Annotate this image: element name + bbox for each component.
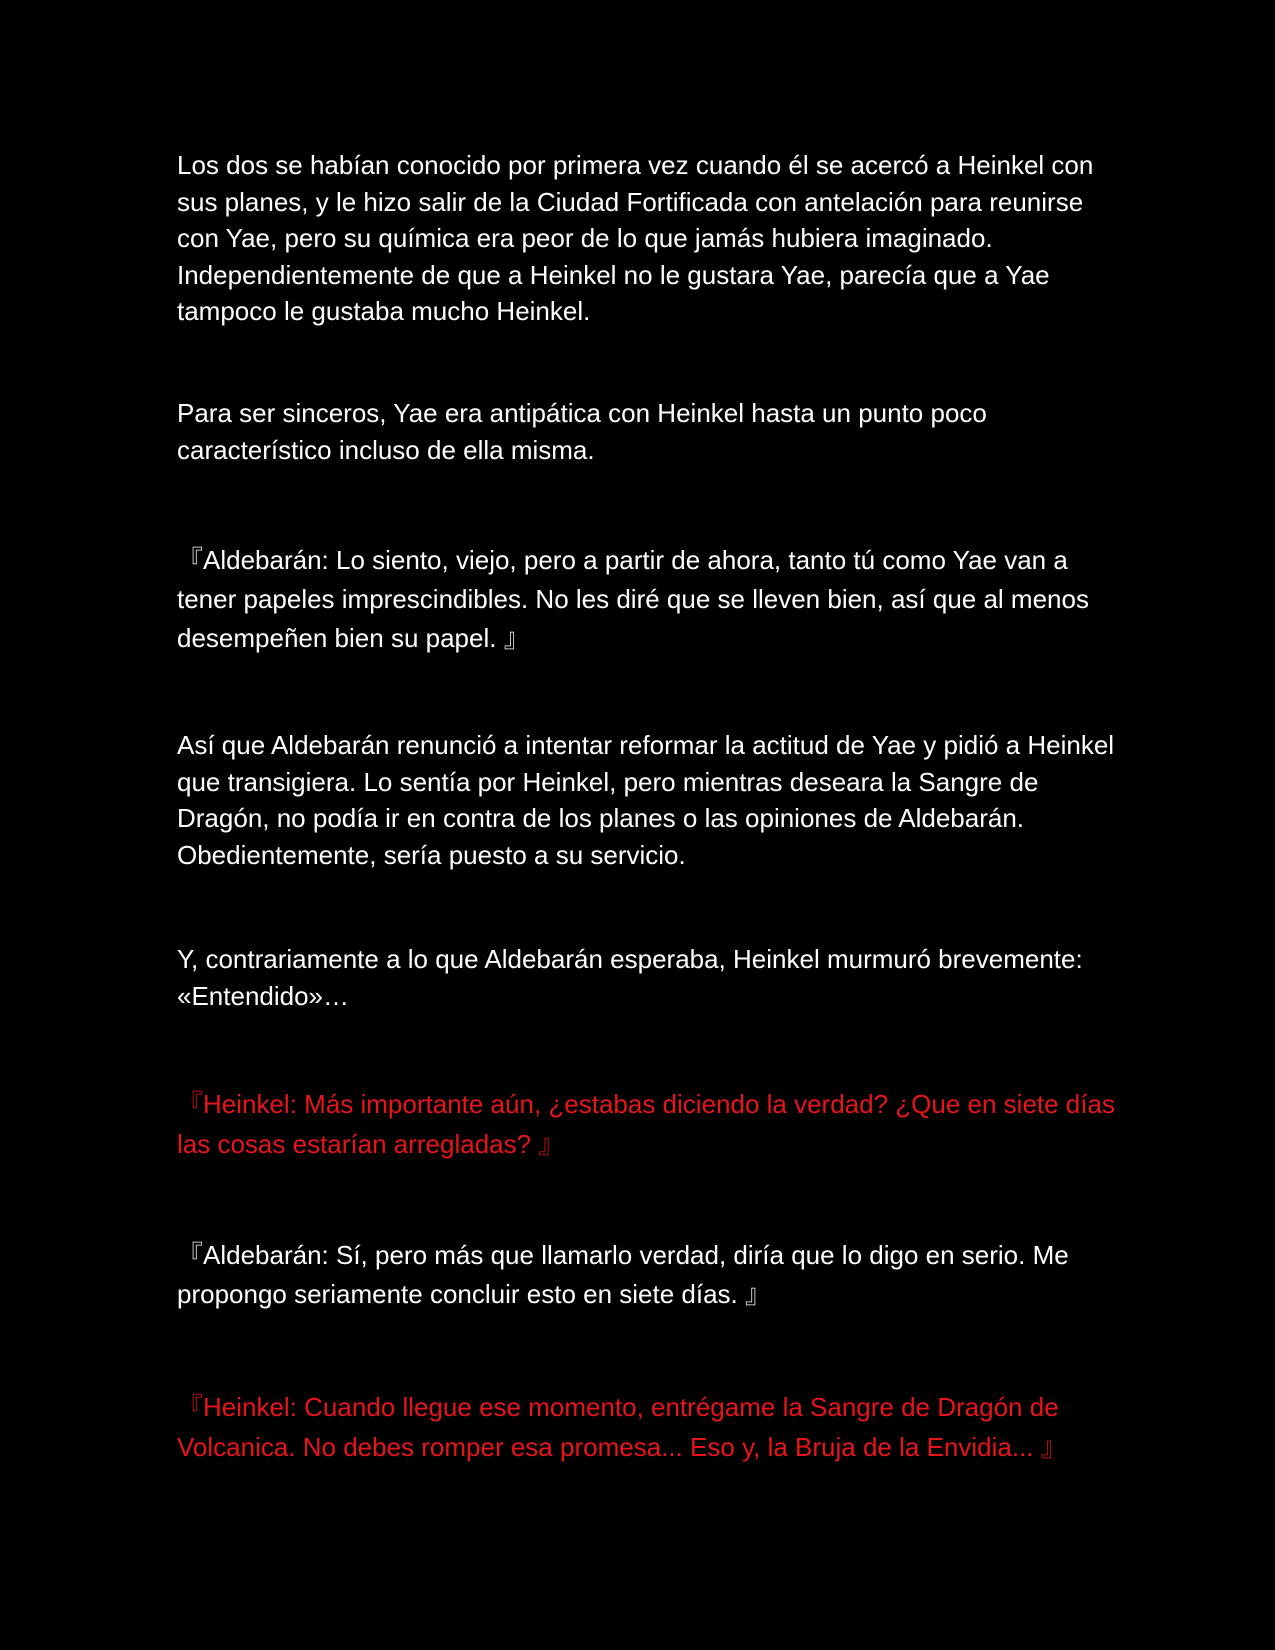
narration-paragraph-4: Y, contrariamente a lo que Aldebarán esperaba, Heinkel murmuró brevemente: «Entendido»… (177, 944, 1083, 1011)
narration-paragraph-1: Los dos se habían conocido por primera vez cuando él se acercó a Heinkel con sus planes, y le hizo salir de la Ciudad Fortificada con antelación para reunirse con Yae, pero su química era peor de lo que jamás hubiera imaginado. Independientemente de que a Heinkel no le gustara Yae, parecía que a Yae tampoco le gustaba mucho Heinkel. (177, 150, 1094, 326)
narration-paragraph-3: Así que Aldebarán renunció a intentar reformar la actitud de Yae y pidió a Heinkel que transigiera. Lo sentía por Heinkel, pero mientras deseara la Sangre de Dragón, no podía ir en contra de los planes o las opiniones de Aldebarán. Obedientemente, sería puesto a su servicio. (177, 730, 1115, 870)
dialogue-heinkel-2: 『Heinkel: Cuando llegue ese momento, entrégame la Sangre de Dragón de Volcanica. No debes romper esa promesa... Eso y, la Bruja de la Envidia... 』 (177, 1392, 1067, 1462)
dialogue-aldebaran-1: 『Aldebarán: Lo siento, viejo, pero a partir de ahora, tanto tú como Yae van a tener papeles imprescindibles. No les diré que se lleven bien, así que al menos desempeñen bien su papel. 』 (177, 545, 1089, 653)
dialogue-aldebaran-2: 『Aldebarán: Sí, pero más que llamarlo verdad, diría que lo digo en serio. Me propongo seriamente concluir esto en siete días. 』 (177, 1240, 1069, 1309)
narration-paragraph-2: Para ser sinceros, Yae era antipática con Heinkel hasta un punto poco característico incluso de ella misma. (177, 398, 987, 465)
dialogue-heinkel-1: 『Heinkel: Más importante aún, ¿estabas diciendo la verdad? ¿Que en siete días las cosas estarían arregladas? 』 (177, 1089, 1115, 1159)
